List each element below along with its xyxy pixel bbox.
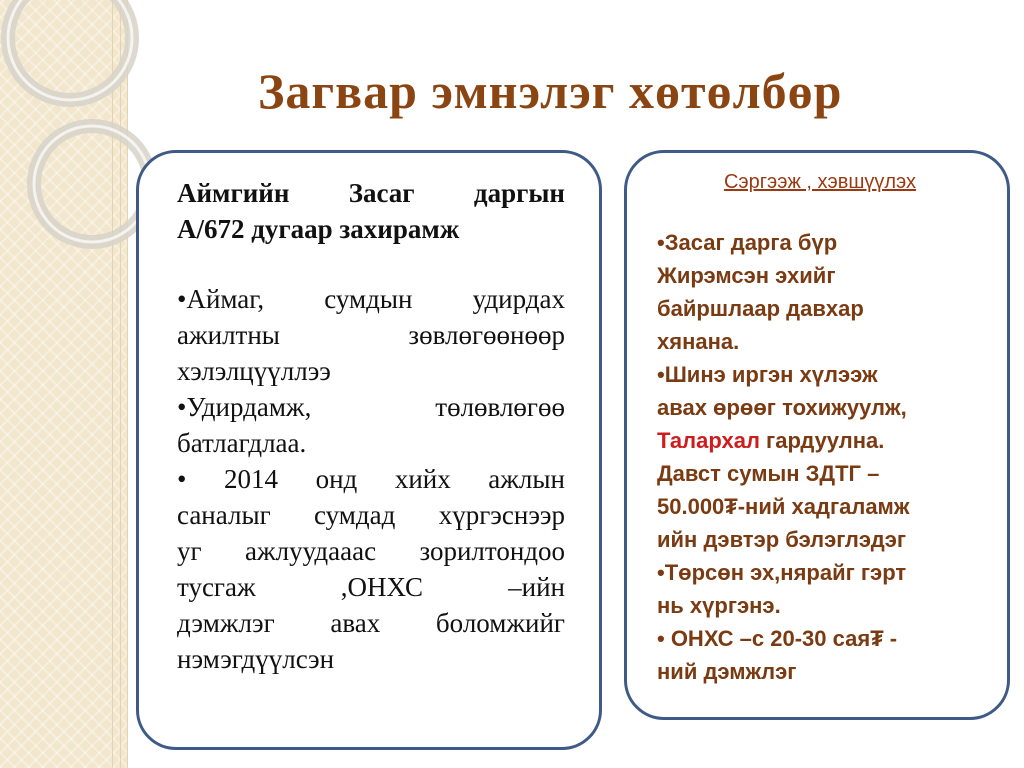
right-heading: Сэргээж , хэвшүүлэх (723, 171, 917, 193)
right-line: ний дэмжлэг (657, 659, 797, 684)
highlight-rest: гардуулна. (759, 428, 885, 453)
right-line: Жирэмсэн эхийг (657, 263, 836, 288)
right-line: 50.000₮-ний хадгаламж (657, 494, 910, 519)
highlight-word: Талархал (657, 428, 760, 453)
left-bullet-text: уг ажлуудааас зорилтондоо (177, 536, 565, 566)
right-line: байршлаар давхар (657, 296, 864, 321)
left-heading-line: Аймгийн Засаг даргын (177, 178, 565, 208)
left-bullet-text: •Удирдамж, төлөвлөгөө (177, 392, 565, 422)
right-line-highlight (657, 424, 983, 457)
right-line: нь хүргэнэ. (657, 593, 781, 618)
right-line: Давст сумын ЗДТГ – (657, 461, 880, 486)
left-bullet-text: нэмэгдүүлсэн (177, 644, 335, 674)
right-content-box (624, 150, 1010, 720)
left-heading-line: А/672 дугаар захирамж (177, 214, 460, 244)
right-line: • ОНХС –с 20-30 сая₮ - (657, 626, 898, 651)
left-bullet-text: саналыг сумдад хүргэснээр (177, 500, 565, 530)
left-bullet-text: ажилтны зөвлөгөөнөөр (177, 320, 565, 350)
right-line: •Засаг дарга бүр (657, 230, 838, 255)
right-line: хянана. (657, 329, 740, 354)
left-bullet-text: батлагдлаа. (177, 428, 307, 458)
left-bullet-text: •Аймаг, сумдын удирдах (177, 284, 565, 314)
left-bullet-text: тусгаж ,ОНХС –ийн (177, 572, 565, 602)
left-bullet-text: хэлэлцүүллээ (177, 356, 331, 386)
right-line: авах өрөөг тохижуулж, (657, 395, 907, 420)
right-line: ийн дэвтэр бэлэглэдэг (657, 527, 907, 552)
right-line: •Төрсөн эх,нярайг гэрт (657, 560, 907, 585)
slide-title: Загвар эмнэлэг хөтөлбөр (258, 63, 843, 119)
left-bullet-text: • 2014 онд хийх ажлын (177, 464, 565, 494)
right-line: •Шинэ иргэн хүлээж (657, 362, 878, 387)
left-content-box (136, 150, 602, 750)
left-bullet-text: дэмжлэг авах боломжийг (177, 608, 565, 638)
